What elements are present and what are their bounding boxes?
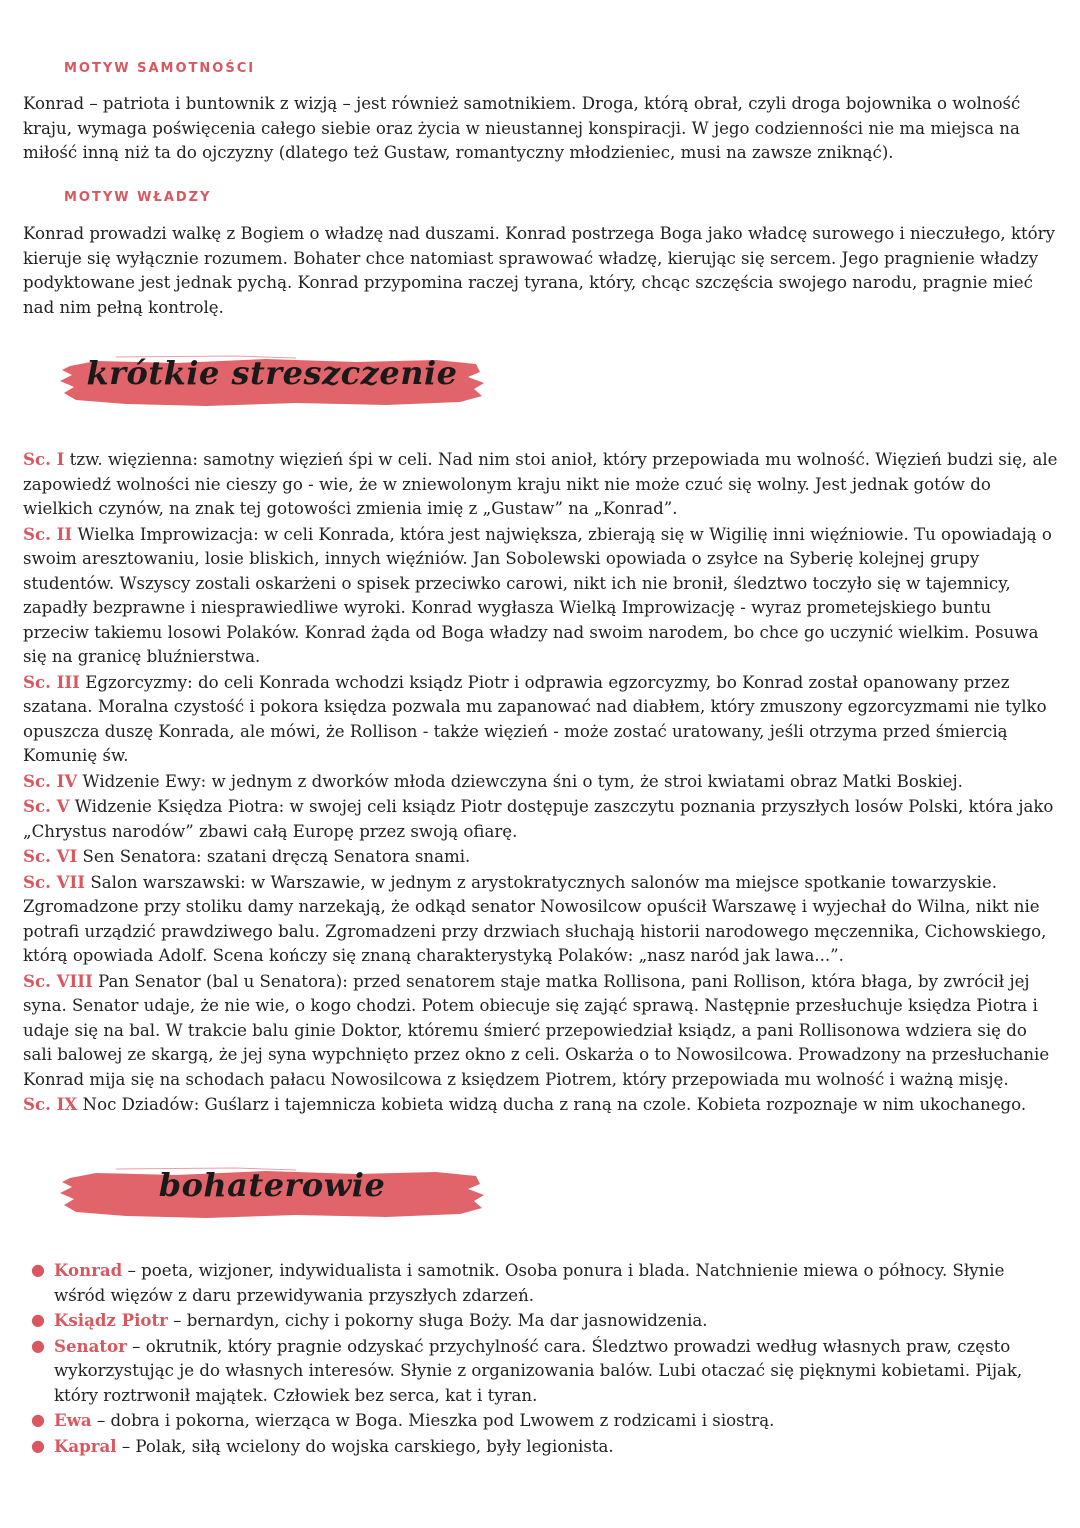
hero-name: Kapral: [54, 1435, 117, 1456]
hero-description: – bernardyn, cichy i pokorny sługa Boży. Ma dar jasnowidzenia.: [167, 1311, 708, 1330]
scene-label: Sc. IX: [23, 1094, 78, 1114]
hero-description: – Polak, siłą wcielony do wojska carskiego, były legionista.: [116, 1436, 614, 1456]
scene-2: [23, 522, 1058, 670]
hero-kapral: [23, 1434, 1058, 1460]
scene-text: Noc Dziadów: Guślarz i tajemnicza kobieta widzą ducha z raną na czole. Kobieta rozpoznaje w nim ukochanego.: [77, 1095, 1027, 1114]
hero-name: Ksiądz Piotr: [54, 1310, 168, 1330]
hero-ewa: [23, 1408, 1058, 1434]
bullet-icon: ●: [31, 1260, 45, 1279]
summary-heading: krótkie streszczenie: [86, 354, 458, 392]
motif-loneliness-title: MOTYW SAMOTNOŚCI: [64, 61, 256, 76]
scene-label: Sc. III: [23, 671, 80, 692]
scene-label: Sc. VIII: [23, 970, 93, 991]
scene-3: [23, 670, 1058, 769]
scene-label: Sc. V: [23, 796, 70, 816]
heroes-banner: [56, 1164, 488, 1224]
heroes-heading: bohaterowie: [158, 1166, 386, 1204]
motif-power-title: MOTYW WŁADZY: [64, 190, 212, 205]
heroes-list: [23, 1258, 1058, 1459]
scene-text: Pan Senator (bal u Senatora): przed senatorem staje matka Rollisona, pani Rollison, która błaga, by zwrócił jej syna. Senator udaje, że nie wie, o kogo chodzi. Potem obiecuje się zająć sprawą. Następnie przesłuchuje księdza Piotra i udaje się na bal. W trakcie balu ginie Doktor, któremu śmierć przepowiedział ksiądz, a pani Rollisonowa wdziera się do sali balowej ze skargą, że jej syna wypchnięto przez okno z celi. Oskarża o to Nowosilcowa. Prowadzony na przesłuchanie Konrad mija się na schodach pałacu Nowosilcowa z księdzem Piotrem, który przepowiada mu wolność i ważną misję.: [23, 971, 1050, 1089]
hero-description: – okrutnik, który pragnie odzyskać przychylność cara. Śledztwo prowadzi według własnych praw, często wykorzystując je do własnych interesów. Słynie z organizowania balów. Lubi otaczać się pięknymi kobietami. Pijak, który roztrwonił majątek. Człowiek bez serca, kat i tyran.: [54, 1336, 1023, 1405]
scene-label: Sc. VII: [23, 871, 86, 892]
scene-text: Salon warszawski: w Warszawie, w jednym z arystokratycznych salonów ma miejsce spotkanie towarzyskie. Zgromadzone przy stoliku damy narzekają, że odkąd senator Nowosilcow opuścił Warszawę i wyjechał do Wilna, nikt nie potrafi urządzić prawdziwego balu. Zgromadzeni przy drzwiach słuchają historii narodowego męczennika, Cichowskiego, którą opowiada Adolf. Scena kończy się znaną charakterystyką Polaków: „nasz naród jak lawa...”.: [23, 872, 1047, 965]
hero-ksiadz-piotr: [23, 1308, 1058, 1334]
hero-name: Konrad: [54, 1260, 123, 1280]
bullet-icon: ●: [31, 1435, 45, 1455]
scene-6: [23, 844, 1058, 870]
bullet-icon: ●: [31, 1335, 45, 1355]
scene-text: Sen Senatora: szatani dręczą Senatora snami.: [77, 847, 471, 866]
hero-description: – poeta, wizjoner, indywidualista i samotnik. Osoba ponura i blada. Natchnienie miewa o północy. Słynie wśród więzów z daru przewidywania przyszłych zdarzeń.: [54, 1261, 1005, 1305]
motif-loneliness-text: Konrad – patriota i buntownik z wizją – jest również samotnikiem. Droga, którą obrał, czyli droga bojownika o wolność kraju, wymaga poświęcenia całego siebie oraz życia w nieustannej konspiracji. W jego codzienności nie ma miejsca na miłość inną niż ta do ojczyzny (dlatego też Gustaw, romantyczny młodzieniec, musi na zawsze zniknąć).: [23, 94, 1021, 162]
scene-text: Egzorcyzmy: do celi Konrada wchodzi ksiądz Piotr i odprawia egzorcyzmy, bo Konrad został opanowany przez szatana. Moralna czystość i pokora księdza pozwala mu zapanować nad diabłem, który zmuszony egzorcyzmami nie tylko opuszcza duszę Konrada, ale mówi, że Rollison - także więzień - może zostać uratowany, jeśli otrzyma przed śmiercią Komunię św.: [23, 672, 1047, 765]
hero-description: – dobra i pokorna, wierząca w Boga. Mieszka pod Lwowem z rodzicami i siostrą.: [91, 1411, 775, 1430]
hero-senator: [23, 1334, 1058, 1409]
scene-9: [23, 1092, 1058, 1118]
hero-konrad: [23, 1258, 1058, 1308]
scene-1: [23, 447, 1058, 522]
scene-5: [23, 794, 1058, 844]
scene-4: [23, 769, 1058, 795]
scene-label: Sc. II: [23, 523, 73, 544]
scene-label: Sc. IV: [23, 770, 78, 791]
scene-label: Sc. I: [23, 449, 65, 469]
scene-7: [23, 870, 1058, 969]
scenes-list: [23, 447, 1058, 1118]
bullet-icon: ●: [31, 1310, 45, 1329]
scene-text: tzw. więzienna: samotny więzień śpi w celi. Nad nim stoi anioł, który przepowiada mu wolność. Więzień budzi się, ale zapowiedź wolności nie cieszy go - wie, że w zniewolonym kraju nikt nie może czuć się wolny. Jest jednak gotów do wielkich czynów, na znak tej gotowości zmienia imię z „Gustaw” na „Konrad”.: [23, 450, 1058, 518]
motif-power-text: Konrad prowadzi walkę z Bogiem o władzę nad duszami. Konrad postrzega Boga jako władcę surowego i nieczułego, który kieruje się wyłącznie rozumem. Bohater chce natomiast sprawować władzę, kierując się sercem. Jego pragnienie władzy podyktowane jest jednak pychą. Konrad przypomina raczej tyrana, który, chcąc szczęścia swojego narodu, pragnie mieć nad nim pełną kontrolę.: [23, 224, 1055, 317]
scene-text: Wielka Improwizacja: w celi Konrada, która jest największa, zbierają się w Wigilię inni więźniowie. Tu opowiadają o swoim aresztowaniu, losie bliskich, innych więźniów. Jan Sobolewski opowiada o zsyłce na Syberię kolejnej grupy studentów. Wszyscy zostali oskarżeni o spisek przeciwko carowi, nikt ich nie bronił, śledztwo toczyło się w tajemnicy, zapadły bezprawne i niesprawiedliwe wyroki. Konrad wygłasza Wielką Improwizację - wyraz prometejskiego buntu przeciw takiemu losowi Polaków. Konrad żąda od Boga władzy nad swoim narodem, bo chce go uczynić wielkim. Posuwa się na granicę bluźnierstwa.: [23, 524, 1052, 666]
scene-8: [23, 969, 1058, 1093]
scene-label: Sc. VI: [23, 846, 78, 866]
hero-name: Ewa: [54, 1410, 92, 1430]
scene-text: Widzenie Ewy: w jednym z dworków młoda dziewczyna śni o tym, że stroi kwiatami obraz Matki Boskiej.: [77, 771, 963, 791]
summary-banner: [56, 352, 488, 412]
scene-text: Widzenie Księdza Piotra: w swojej celi ksiądz Piotr dostępuje zaszczytu poznania przyszłych losów Polski, która jako „Chrystus narodów” zbawi całą Europę przez swoją ofiarę.: [23, 797, 1054, 841]
hero-name: Senator: [54, 1335, 127, 1356]
bullet-icon: ●: [31, 1410, 45, 1429]
